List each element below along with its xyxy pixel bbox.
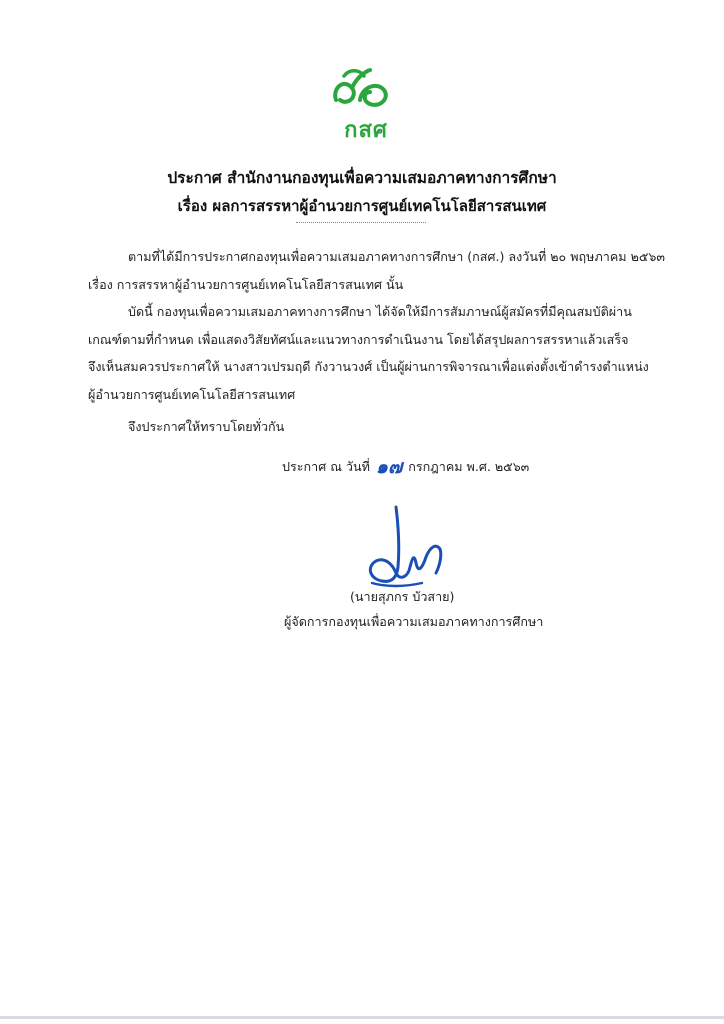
title-divider — [296, 222, 426, 223]
closing-paragraph: จึงประกาศให้ทราบโดยทั่วกัน — [128, 419, 285, 434]
signatory-position: ผู้จัดการกองทุนเพื่อความเสมอภาคทางการศึกษา — [284, 614, 544, 629]
paragraph-2-line-2: เกณฑ์ตามที่กำหนด เพื่อแสดงวิสัยทัศน์และแนวทางการดำเนินงาน โดยได้สรุปผลการสรรหาแล้วเสร็จ — [88, 332, 629, 347]
paragraph-1-line-2: เรื่อง การสรรหาผู้อำนวยการศูนย์เทคโนโลยีสารสนเทศ นั้น — [88, 277, 404, 292]
paragraph-2-line-1: บัดนี้ กองทุนเพื่อความเสมอภาคทางการศึกษา ได้จัดให้มีการสัมภาษณ์ผู้สมัครที่มีคุณสมบัติผ่าน — [128, 304, 632, 319]
announcement-title: ประกาศ สำนักงานกองทุนเพื่อความเสมอภาคทางการศึกษา — [167, 169, 557, 187]
paragraph-1-line-1: ตามที่ได้มีการประกาศกองทุนเพื่อความเสมอภาคทางการศึกษา (กสศ.) ลงวันที่ ๒๐ พฤษภาคม ๒๕๖๓ — [128, 249, 666, 264]
signatory-name: (นายสุภกร บัวสาย) — [350, 589, 455, 604]
dateline-prefix: ประกาศ ณ วันที่ — [282, 459, 370, 474]
announcement-subject: เรื่อง ผลการสรรหาผู้อำนวยการศูนย์เทคโนโลยีสารสนเทศ — [177, 197, 547, 215]
handwritten-day: ๑๗ — [375, 456, 403, 478]
eef-logo-icon — [330, 66, 398, 112]
paragraph-2-line-4: ผู้อำนวยการศูนย์เทคโนโลยีสารสนเทศ — [88, 387, 296, 402]
dateline — [282, 455, 529, 479]
signature-icon — [352, 503, 452, 593]
paragraph-2-line-3: จึงเห็นสมควรประกาศให้ นางสาวเปรมฤดี กังวานวงศ์ เป็นผู้ผ่านการพิจารณาเพื่อแต่งตั้งเข้าดำรงตำแหน่ง — [88, 359, 649, 374]
page-bottom-edge — [0, 1016, 724, 1019]
dateline-suffix: กรกฎาคม พ.ศ. ๒๕๖๓ — [408, 459, 530, 474]
logo-wordmark: กสศ — [344, 118, 388, 143]
